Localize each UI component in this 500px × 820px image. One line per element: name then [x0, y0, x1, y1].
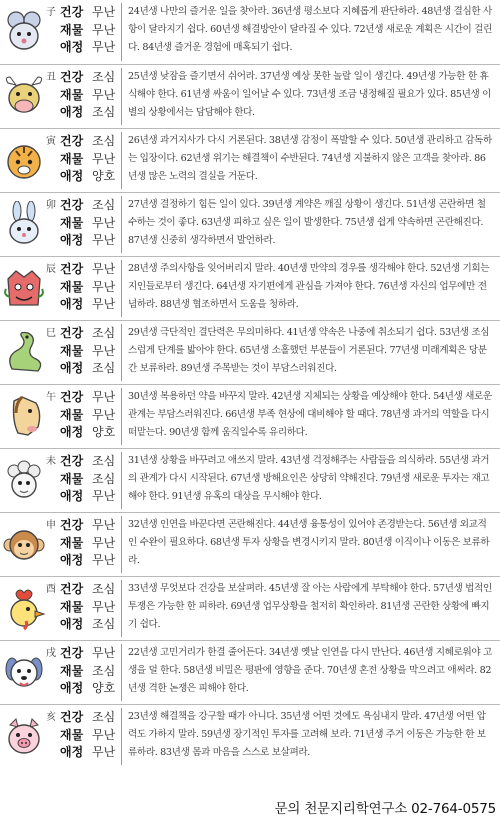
health-value: 조심 — [92, 582, 116, 596]
column-divider — [121, 708, 122, 765]
zodiac-row — [0, 192, 500, 256]
wealth-label: 재물 — [60, 407, 84, 422]
fortune-text: 27년생 결정하기 힘든 일이 있다. 39년생 계약은 깨질 상황이 생긴다. 51년생 곤란하면 철수하는 것이 좋다. 63년생 피하고 싶은 일이 발생한다. 75년생 쉽게 약속하면 곤란해진다. 87년생 신중히 생각하면서 발언하라. — [128, 199, 486, 247]
health-value: 무난 — [92, 5, 116, 19]
wealth-label: 재물 — [60, 535, 84, 550]
fortune-text: 23년생 해결책을 강구할 때가 아니다. 35년생 어떤 것에도 욕심내지 말라. 47년생 어떤 압력도 가하지 말라. 59년생 장기적인 투자를 고려해 보라. 71년생 주거 이동은 가능한 한 보류하라. 83년생 몸과 마음을 스스로 보살펴라. — [128, 711, 486, 759]
health-label: 건강 — [60, 710, 84, 724]
wealth-label: 재물 — [60, 215, 84, 230]
love-label: 애정 — [60, 553, 84, 567]
health-label: 건강 — [60, 326, 84, 340]
column-divider — [121, 260, 122, 317]
health-label: 건강 — [60, 454, 84, 468]
wealth-value: 조심 — [92, 471, 116, 486]
wealth-value: 무난 — [92, 279, 116, 294]
horse-icon — [2, 393, 46, 441]
column-divider — [121, 388, 122, 445]
love-value: 양호 — [92, 681, 116, 695]
health-value: 무난 — [92, 646, 116, 660]
fortune-text: 33년생 무엇보다 건강을 보살펴라. 45년생 잘 아는 사람에게 부탁해야 한다. 57년생 법적인 투쟁은 가능한 한 피하라. 69년생 업무상황을 철저히 확인하라. 81년생 곤란한 상황에 빠지기 쉽다. — [128, 583, 492, 631]
love-value: 조심 — [92, 105, 116, 119]
wealth-label: 재물 — [60, 471, 84, 486]
zodiac-row — [0, 640, 500, 704]
wealth-label: 재물 — [60, 343, 84, 358]
zodiac-character: 亥 — [46, 712, 56, 723]
zodiac-row — [0, 576, 500, 640]
wealth-label: 재물 — [60, 663, 84, 678]
wealth-value: 무난 — [92, 407, 116, 422]
health-value: 조심 — [92, 454, 116, 468]
wealth-value: 무난 — [92, 599, 116, 614]
wealth-label: 재물 — [60, 279, 84, 294]
zodiac-row — [0, 320, 500, 384]
zodiac-row — [0, 448, 500, 512]
ox-icon — [2, 73, 46, 121]
zodiac-row — [0, 512, 500, 576]
love-value: 무난 — [92, 233, 116, 247]
love-label: 애정 — [60, 361, 84, 375]
love-value: 무난 — [92, 297, 116, 311]
fortune-ratings — [60, 453, 122, 506]
love-label: 애정 — [60, 681, 84, 695]
dragon-icon — [2, 265, 46, 313]
love-value: 조심 — [92, 361, 116, 375]
rabbit-icon — [2, 201, 46, 249]
fortune-text: 31년생 상황을 바꾸려고 애쓰지 말라. 43년생 걱정해주는 사람들을 의식하라. 55년생 과거의 관계가 다시 시작된다. 67년생 방해요인은 상당히 약해진다. 79년생 새로운 투자는 재고해야 한다. 91년생 유혹의 대상을 무시해야 한다. — [128, 455, 490, 503]
health-label: 건강 — [60, 646, 84, 660]
love-value: 양호 — [92, 425, 116, 439]
health-value: 조심 — [92, 70, 116, 84]
love-value: 무난 — [92, 553, 116, 567]
column-divider — [121, 196, 122, 253]
snake-icon — [2, 329, 46, 377]
love-label: 애정 — [60, 105, 84, 119]
zodiac-row — [0, 704, 500, 768]
love-value: 양호 — [92, 169, 116, 183]
column-divider — [121, 132, 122, 189]
zodiac-row — [0, 128, 500, 192]
wealth-label: 재물 — [60, 599, 84, 614]
column-divider — [121, 324, 122, 381]
love-label: 애정 — [60, 40, 84, 54]
wealth-label: 재물 — [60, 22, 84, 37]
fortune-ratings — [60, 581, 122, 634]
wealth-value: 무난 — [92, 535, 116, 550]
health-value: 무난 — [92, 390, 116, 404]
health-label: 건강 — [60, 5, 84, 19]
health-label: 건강 — [60, 70, 84, 84]
fortune-ratings — [60, 325, 122, 378]
zodiac-character: 卯 — [46, 200, 56, 211]
health-label: 건강 — [60, 582, 84, 596]
fortune-ratings — [60, 197, 122, 250]
fortune-ratings — [60, 645, 122, 698]
fortune-text: 30년생 복용하던 약을 바꾸지 말라. 42년생 지체되는 상황을 예상해야 한다. 54년생 새로운 관계는 부담스러워진다. 66년생 부족 현상에 대비해야 할 때다. 78년생 과거의 역할을 다시 떠맡는다. 90년생 함께 움직일수록 유리하다. — [128, 391, 492, 439]
health-value: 조심 — [92, 710, 116, 724]
health-label: 건강 — [60, 390, 84, 404]
fortune-text: 24년생 나만의 즐거운 일을 찾아라. 36년생 평소보다 지혜롭게 판단하라. 48년생 결심한 사항이 달라지기 쉽다. 60년생 해결방안이 달라질 수 있다. 72년생 새로운 계획은 시간이 걸린다. 84년생 즐거운 경험에 매혹되기 쉽다. — [128, 6, 493, 54]
health-value: 조심 — [92, 326, 116, 340]
zodiac-character: 酉 — [46, 584, 56, 595]
love-label: 애정 — [60, 617, 84, 631]
zodiac-character: 巳 — [46, 328, 56, 339]
love-label: 애정 — [60, 297, 84, 311]
love-label: 애정 — [60, 425, 84, 439]
love-label: 애정 — [60, 489, 84, 503]
rat-icon — [2, 8, 46, 56]
fortune-text: 22년생 고민거리가 한결 줄어든다. 34년생 옛날 인연을 다시 만난다. 46년생 지혜로워야 고생을 덜 한다. 58년생 비밀은 평판에 영향을 준다. 70년생 혼전 상황을 막으려고 애써라. 82년생 격한 논쟁은 피해야 한다. — [128, 647, 492, 695]
fortune-ratings — [60, 517, 122, 570]
fortune-ratings — [60, 4, 122, 57]
column-divider — [121, 516, 122, 573]
wealth-label: 재물 — [60, 87, 84, 102]
zodiac-row — [0, 384, 500, 448]
health-value: 무난 — [92, 518, 116, 532]
health-label: 건강 — [60, 518, 84, 532]
zodiac-character: 戌 — [46, 648, 56, 659]
love-value: 조심 — [92, 617, 116, 631]
love-label: 애정 — [60, 745, 84, 759]
fortune-text: 26년생 과거지사가 다시 거론된다. 38년생 감정이 폭발할 수 있다. 50년생 관리하고 감독하는 입장이다. 62년생 위기는 해결책이 수반된다. 74년생 지불하지 않은 고객을 찾아라. 86년생 많은 노력의 결실을 거둔다. — [128, 135, 492, 183]
fortune-ratings — [60, 69, 122, 122]
wealth-value: 무난 — [92, 343, 116, 358]
dog-icon — [2, 649, 46, 697]
health-value: 무난 — [92, 262, 116, 276]
column-divider — [121, 580, 122, 637]
monkey-icon — [2, 521, 46, 569]
zodiac-row — [0, 256, 500, 320]
zodiac-character: 寅 — [46, 136, 56, 147]
zodiac-row — [0, 64, 500, 128]
zodiac-character: 子 — [46, 7, 56, 18]
zodiac-character: 辰 — [46, 264, 56, 275]
health-value: 조심 — [92, 198, 116, 212]
contact-footer: 문의 천문지리학연구소 02-764-0575 — [274, 801, 496, 817]
wealth-value: 조심 — [92, 663, 116, 678]
column-divider — [121, 452, 122, 509]
love-value: 무난 — [92, 745, 116, 759]
column-divider — [121, 644, 122, 701]
fortune-text: 32년생 인연을 바꾼다면 곤란해진다. 44년생 융통성이 있어야 존경받는다. 56년생 외교적인 수완이 필요하다. 68년생 투자 상황을 변경시키지 말라. 80년생 이직이나 이동은 보류하라. — [128, 519, 490, 567]
fortune-ratings — [60, 261, 122, 314]
wealth-value: 무난 — [92, 22, 116, 37]
wealth-label: 재물 — [60, 151, 84, 166]
health-label: 건강 — [60, 198, 84, 212]
fortune-ratings — [60, 709, 122, 762]
fortune-ratings — [60, 133, 122, 186]
wealth-value: 무난 — [92, 87, 116, 102]
tiger-icon — [2, 137, 46, 185]
zodiac-character: 未 — [46, 456, 56, 467]
love-label: 애정 — [60, 233, 84, 247]
wealth-value: 무난 — [92, 151, 116, 166]
love-value: 무난 — [92, 40, 116, 54]
zodiac-character: 申 — [46, 520, 56, 531]
wealth-label: 재물 — [60, 727, 84, 742]
zodiac-character: 午 — [46, 392, 56, 403]
pig-icon — [2, 713, 46, 761]
love-label: 애정 — [60, 169, 84, 183]
sheep-icon — [2, 457, 46, 505]
health-label: 건강 — [60, 134, 84, 148]
column-divider — [121, 68, 122, 125]
fortune-text: 28년생 주의사항을 잊어버리지 말라. 40년생 만약의 경우를 생각해야 한다. 52년생 기회는 지인들로부터 생긴다. 64년생 자기편에게 관심을 가져야 한다. 76년생 자신의 업무에만 전념하라. 88년생 협조하면서 도움을 청하라. — [128, 263, 490, 311]
zodiac-row — [0, 0, 500, 64]
health-label: 건강 — [60, 262, 84, 276]
fortune-text: 25년생 낮잠을 즐기면서 쉬어라. 37년생 예상 못한 놀랄 일이 생긴다. 49년생 가능한 한 휴식해야 한다. 61년생 싸움이 일어날 수 있다. 73년생 조금 냉정해질 필요가 있다. 85년생 이별의 상황에서는 담담해야 한다. — [128, 71, 492, 119]
column-divider — [121, 3, 122, 61]
fortune-ratings — [60, 389, 122, 442]
rooster-icon — [2, 585, 46, 633]
love-value: 무난 — [92, 489, 116, 503]
wealth-value: 무난 — [92, 727, 116, 742]
health-value: 조심 — [92, 134, 116, 148]
fortune-text: 29년생 극단적인 결단력은 무의미하다. 41년생 약속은 나중에 취소되기 쉽다. 53년생 조심스럽게 단계를 밟아야 한다. 65년생 소홀했던 부분들이 거론된다. 77년생 미래계획은 당분간 보류하라. 89년생 주목받는 것이 부담스러워진다. — [128, 327, 490, 375]
zodiac-character: 丑 — [46, 72, 56, 83]
wealth-value: 무난 — [92, 215, 116, 230]
